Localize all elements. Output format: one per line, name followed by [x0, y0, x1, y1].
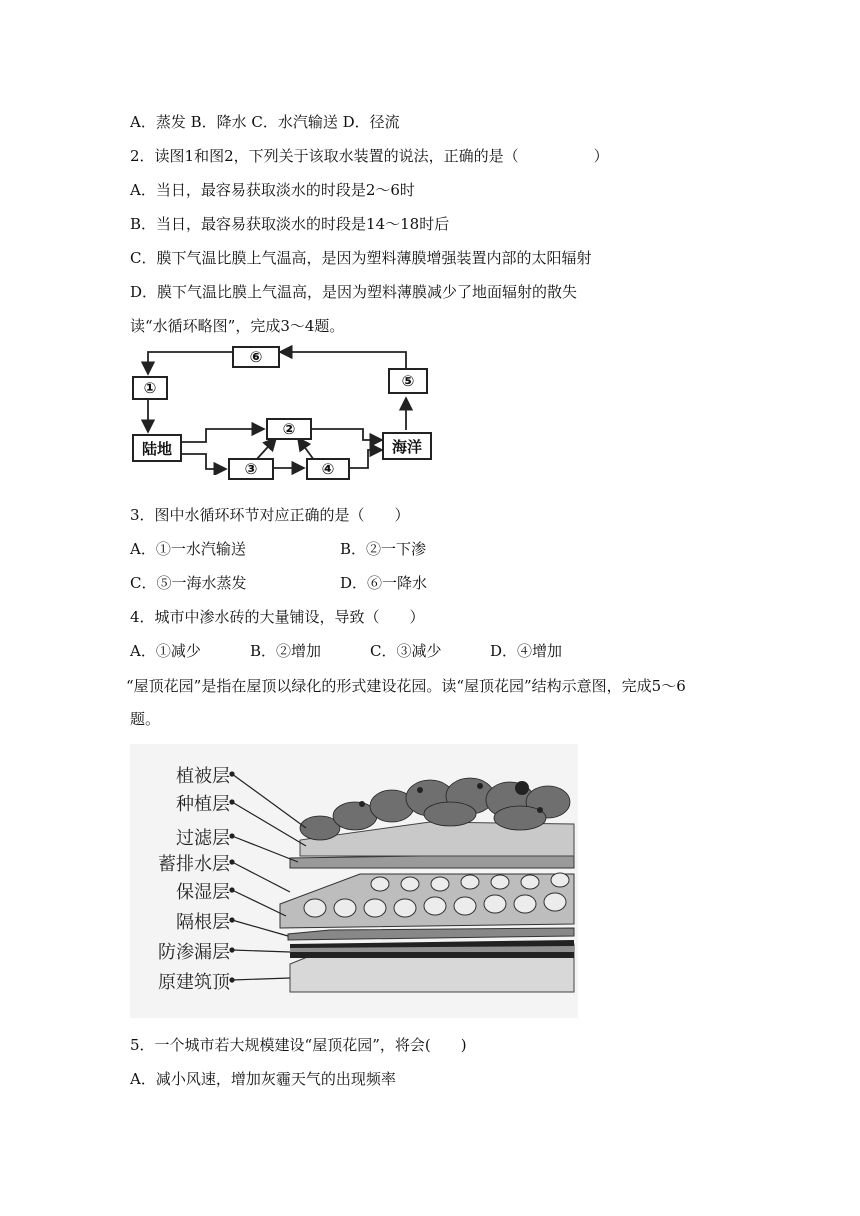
q3-option-a: A．①一水汽输送 — [130, 540, 246, 558]
layer-label-filter: 过滤层 — [176, 828, 230, 849]
intro-q3-4: 读“水循环略图”，完成3～4题。 — [130, 317, 345, 335]
q2-option-a: A．当日，最容易获取淡水的时段是2～6时 — [130, 181, 415, 199]
q4-option-c: C．③减少 — [370, 642, 442, 660]
q3-option-c: C．⑤一海水蒸发 — [130, 574, 247, 592]
q5-stem: 5．一个城市若大规模建设“屋顶花园”，将会( ) — [130, 1036, 467, 1054]
layer-label-vegetation: 植被层 — [176, 766, 230, 787]
q2-option-c: C．膜下气温比膜上气温高，是因为塑料薄膜增强装置内部的太阳辐射 — [130, 249, 592, 267]
water-cycle-diagram — [128, 340, 440, 478]
node-1: ① — [132, 376, 168, 400]
layer-label-original-roof: 原建筑顶 — [158, 972, 230, 993]
q2-stem: 2．读图1和图2，下列关于该取水装置的说法，正确的是（ ） — [130, 147, 609, 165]
node-3: ③ — [228, 458, 274, 480]
q2-option-d: D．膜下气温比膜上气温高，是因为塑料薄膜减少了地面辐射的散失 — [130, 283, 578, 301]
q4-option-a: A．①减少 — [130, 642, 201, 660]
q5-option-a: A．减小风速，增加灰霾天气的出现频率 — [130, 1070, 396, 1088]
node-land: 陆地 — [132, 434, 182, 462]
layer-label-moisture: 保湿层 — [176, 882, 230, 903]
node-2: ② — [266, 418, 312, 440]
q1-options: A．蒸发 B．降水 C．水汽输送 D．径流 — [130, 113, 400, 131]
node-6: ⑥ — [232, 346, 280, 368]
roof-garden-illustration — [130, 744, 578, 1018]
intro-q5-6-line1: “屋顶花园”是指在屋顶以绿化的形式建设花园。读“屋顶花园”结构示意图，完成5～6 — [126, 677, 686, 695]
layer-label-planting: 种植层 — [176, 794, 230, 815]
q3-option-d: D．⑥一降水 — [340, 574, 428, 592]
node-5: ⑤ — [388, 368, 428, 394]
layer-label-drainage: 蓄排水层 — [158, 854, 230, 875]
intro-q5-6-line2: 题。 — [130, 710, 161, 728]
q3-stem: 3．图中水循环环节对应正确的是（ ） — [130, 506, 410, 524]
q4-stem: 4．城市中渗水砖的大量铺设，导致（ ） — [130, 608, 425, 626]
node-ocean: 海洋 — [382, 432, 432, 460]
layer-label-root-barrier: 隔根层 — [176, 912, 230, 933]
roof-garden-diagram — [130, 744, 578, 1018]
layer-label-waterproof: 防渗漏层 — [158, 942, 230, 963]
q4-option-b: B．②增加 — [250, 642, 322, 660]
node-4: ④ — [306, 458, 350, 480]
q4-option-d: D．④增加 — [490, 642, 563, 660]
q2-option-b: B．当日，最容易获取淡水的时段是14～18时后 — [130, 215, 450, 233]
q3-option-b: B．②一下渗 — [340, 540, 427, 558]
